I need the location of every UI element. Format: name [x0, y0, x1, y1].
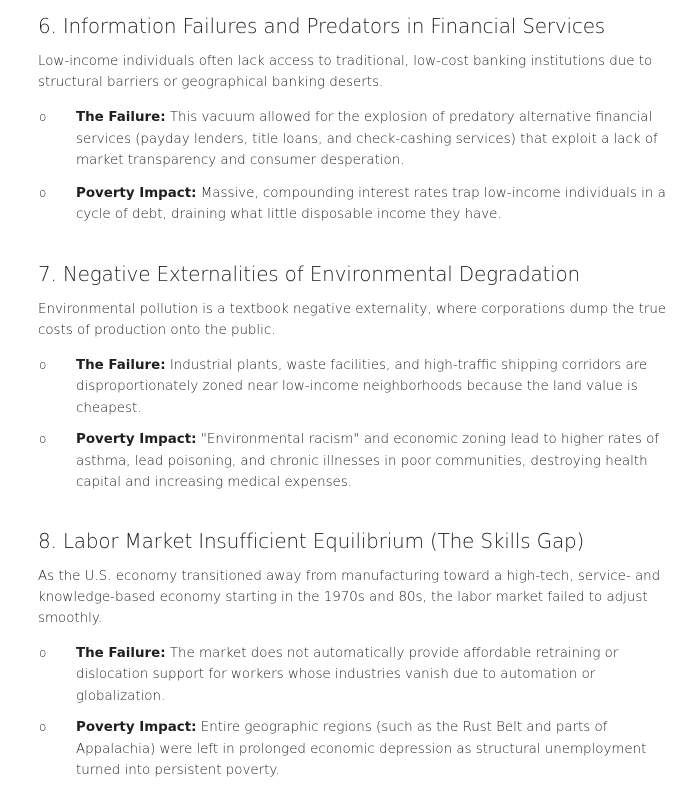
bullet-lead: The Failure: — [76, 357, 166, 373]
section-6 — [38, 11, 668, 226]
section-intro: Low-income individuals often lack access to traditional, low-cost banking institutions due to structural barriers or geographical banking deserts. — [38, 54, 653, 90]
section-7 — [38, 259, 668, 494]
list-item — [38, 429, 668, 494]
hollow-bullet-icon: o — [39, 185, 47, 200]
section-8 — [38, 526, 668, 782]
bullet-lead: Poverty Impact: — [76, 720, 197, 735]
document-body — [38, 0, 668, 782]
section-heading: 7. Negative Externalities of Environmental Degradation — [38, 261, 581, 286]
bullet-list — [38, 643, 668, 782]
bullet-list — [38, 107, 668, 226]
list-item — [38, 643, 668, 708]
list-item — [38, 107, 668, 172]
bullet-lead: The Failure: — [76, 110, 166, 125]
section-heading: 6. Information Failures and Predators in Financial Services — [38, 14, 606, 38]
list-item — [38, 355, 668, 420]
bullet-text: This vacuum allowed for the explosion of predatory alternative financial services (payday lenders, title loans, and check-cashing services) that exploit a lack of market transparency and consumer desperation. — [76, 110, 658, 168]
bullet-text: Industrial plants, waste facilities, and high-traffic shipping corridors are disproportionately zoned near low-income neighborhoods because the land value is cheapest. — [76, 357, 648, 416]
bullet-text: Entire geographic regions (such as the Rust Belt and parts of Appalachia) were left in prolonged economic depression as structural unemployment turned into persistent poverty. — [76, 720, 647, 778]
list-item — [38, 717, 668, 782]
bullet-list — [38, 355, 668, 494]
bullet-text: Massive, compounding interest rates trap low-income individuals in a cycle of debt, draining what little disposable income they have. — [76, 185, 666, 222]
bullet-text: The market does not automatically provide affordable retraining or dislocation support for workers whose industries vanish due to automation or globalization. — [76, 645, 619, 704]
section-heading: 8. Labor Market Insufficient Equilibrium (The Skills Gap) — [38, 528, 585, 553]
bullet-text: "Environmental racism" and economic zoning lead to higher rates of asthma, lead poisoning, and chronic illnesses in poor communities, destroying health capital and increasing medical expenses. — [76, 432, 660, 490]
bullet-lead: Poverty Impact: — [76, 185, 197, 201]
section-intro: As the U.S. economy transitioned away from manufacturing toward a high-tech, service- and knowledge-based economy starting in the 1970s and 80s, the labor market failed to adjust smoothly. — [38, 568, 661, 626]
bullet-lead: Poverty Impact: — [76, 432, 197, 447]
hollow-bullet-icon: o — [39, 357, 47, 372]
hollow-bullet-icon: o — [39, 110, 47, 124]
bullet-lead: The Failure: — [76, 645, 166, 661]
hollow-bullet-icon: o — [39, 432, 47, 446]
hollow-bullet-icon: o — [39, 645, 47, 660]
list-item — [38, 183, 668, 226]
section-intro: Environmental pollution is a textbook negative externality, where corporations dump the true costs of production onto the public. — [38, 301, 667, 338]
hollow-bullet-icon: o — [39, 720, 47, 734]
